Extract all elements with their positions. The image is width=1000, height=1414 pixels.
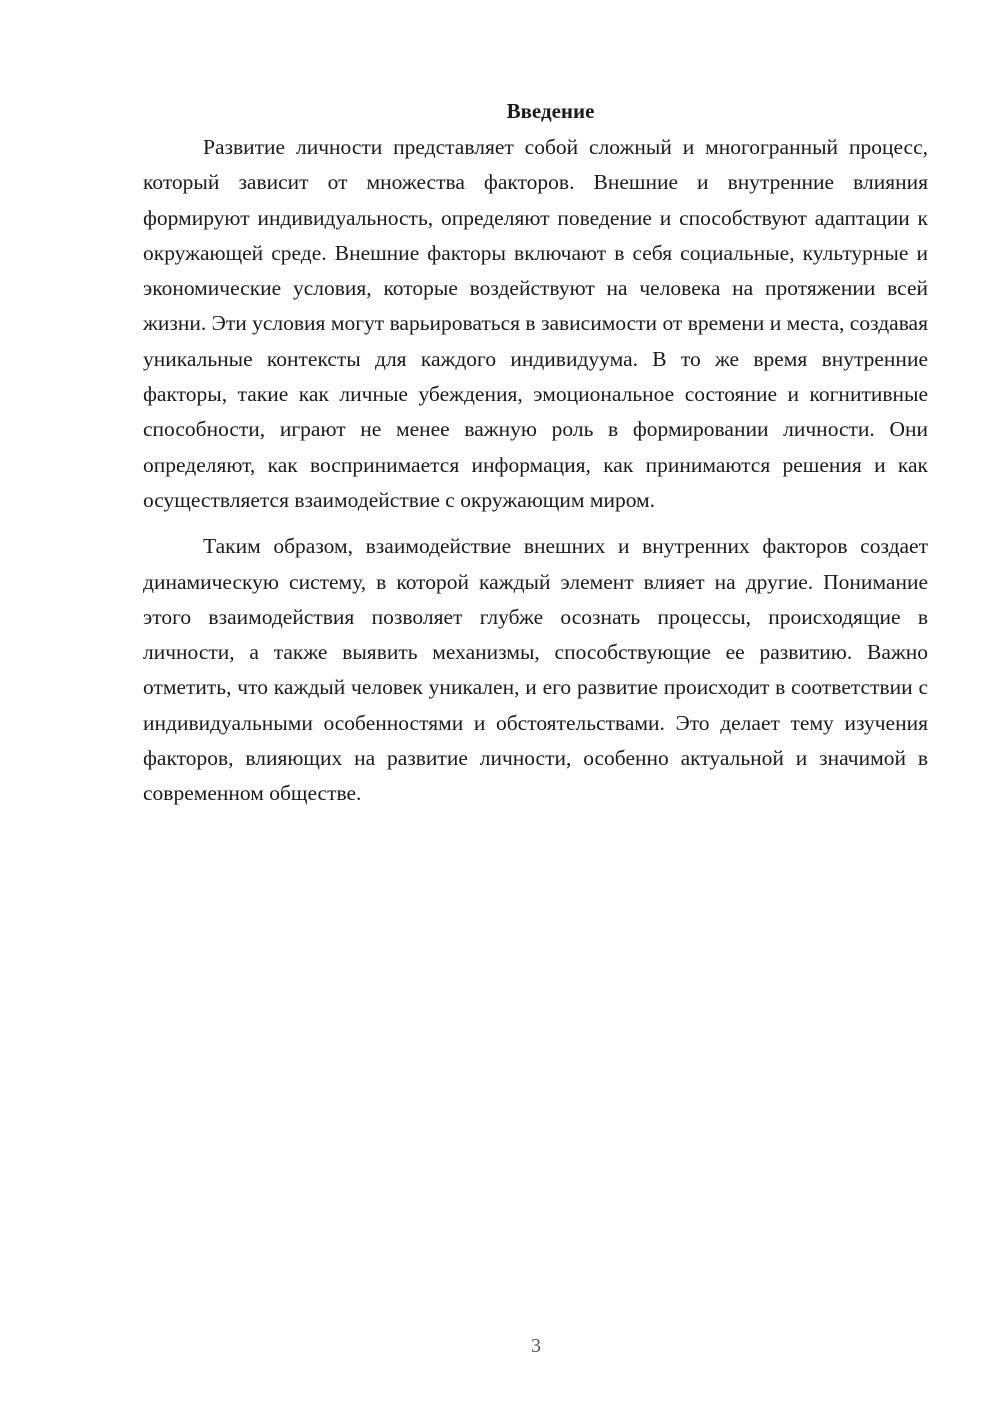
paragraph-2: Таким образом, взаимодействие внешних и внутренних факторов создает динамическую систему, в которой каждый элемент влияет на другие. Понимание этого взаимодействия позволяет глубже осознать процессы, происходящие в личности, а также выявить механизмы, способствующие ее развитию. Важно отметить, что каждый человек уникален, и его развитие происходит в соответствии с индивидуальными особенностями и обстоятельствами. Это делает тему изучения факторов, влияющих на развитие личности, особенно актуальной и значимой в современном обществе.	[143, 534, 928, 806]
section-heading: Введение	[506, 99, 595, 123]
page-number: 3	[531, 1335, 541, 1357]
page-content	[143, 96, 928, 812]
paragraph-1: Развитие личности представляет собой сложный и многогранный процесс, который зависит от множества факторов. Внешние и внутренние влияния формируют индивидуальность, определяют поведение и способствуют адаптации к окружающей среде. Внешние факторы включают в себя социальные, культурные и экономические условия, которые воздействуют на человека на протяжении всей жизни. Эти условия могут варьироваться в зависимости от времени и места, создавая уникальные контексты для каждого индивидуума. В то же время внутренние факторы, такие как личные убеждения, эмоциональное состояние и когнитивные способности, играют не менее важную роль в формировании личности. Они определяют, как воспринимается информация, как принимаются решения и как осуществляется взаимодействие с окружающим миром.	[143, 135, 928, 512]
